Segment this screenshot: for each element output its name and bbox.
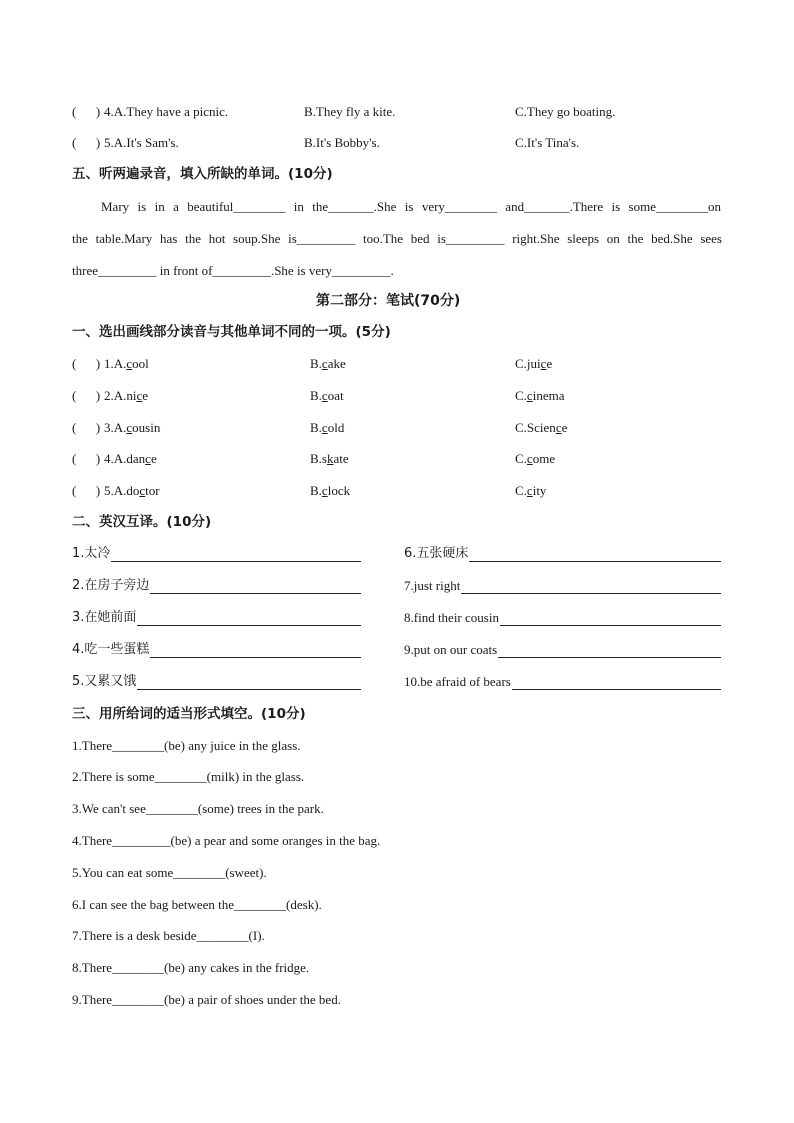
- underlined-letter: c: [139, 483, 146, 498]
- underlined-letter: c: [126, 420, 133, 435]
- option-c: C.city: [515, 483, 547, 498]
- option-a: A.nice: [113, 388, 149, 403]
- fill-in-item: 8.There________(be) any cakes in the fridge.: [72, 960, 310, 975]
- section-5-heading: 五、听两遍录音，填入所缺的单词。(10分): [72, 166, 333, 182]
- passage-line-1: Mary is in a beautiful________ in the_______.She is very________ and_______.There is some________on: [101, 199, 721, 214]
- underlined-letter: c: [526, 388, 533, 403]
- option-a: A.doctor: [113, 483, 160, 498]
- answer-line[interactable]: [137, 689, 361, 690]
- underlined-letter: c: [321, 356, 328, 371]
- item-number: 5.: [104, 483, 114, 498]
- answer-line[interactable]: [500, 625, 721, 626]
- translate-prompt: 7.just right: [404, 578, 461, 593]
- answer-line[interactable]: [469, 561, 721, 562]
- option-b: B.They fly a kite.: [304, 104, 396, 119]
- section-a-heading: 一、选出画线部分读音与其他单词不同的一项。(5分): [72, 324, 391, 340]
- underlined-letter: c: [526, 483, 533, 498]
- underlined-letter: c: [526, 451, 533, 466]
- option-b: B.coat: [310, 388, 344, 403]
- underlined-letter: c: [555, 420, 562, 435]
- fill-in-item: 6.I can see the bag between the________(desk).: [72, 897, 322, 912]
- answer-line[interactable]: [512, 689, 721, 690]
- pron-item-4: [72, 450, 157, 468]
- item-number: 2.: [104, 388, 114, 403]
- item-number: 4.: [104, 451, 114, 466]
- answer-paren[interactable]: ( ): [72, 388, 101, 403]
- item-number: 3.: [104, 420, 114, 435]
- underlined-letter: c: [136, 388, 143, 403]
- underlined-letter: c: [321, 420, 328, 435]
- translate-prompt: 2.在房子旁边: [72, 578, 150, 593]
- underlined-letter: k: [326, 451, 334, 466]
- answer-line[interactable]: [461, 593, 721, 594]
- option-c: C.It's Tina's.: [515, 135, 580, 150]
- underlined-letter: c: [321, 483, 328, 498]
- option-b: B.cake: [310, 356, 346, 371]
- translate-prompt: 4.吃一些蛋糕: [72, 642, 150, 657]
- item-number: 4: [104, 104, 111, 119]
- answer-paren[interactable]: ( ): [72, 420, 101, 435]
- answer-paren[interactable]: ( ): [72, 104, 101, 119]
- option-b: B.skate: [310, 451, 349, 466]
- translate-prompt: 5.又累又饿: [72, 674, 137, 689]
- section-b-heading: 二、英汉互译。(10分): [72, 514, 212, 530]
- answer-line[interactable]: [150, 657, 361, 658]
- fill-in-item: 4.There_________(be) a pear and some oranges in the bag.: [72, 833, 381, 848]
- option-a: A.They have a picnic.: [113, 104, 229, 119]
- option-a: A.cousin: [113, 420, 161, 435]
- underlined-letter: c: [540, 356, 547, 371]
- pron-item-5: [72, 482, 160, 500]
- listening-item-5: ( ) 5.A.It's Sam's.: [72, 135, 179, 150]
- translate-prompt: 8.find their cousin: [404, 610, 499, 625]
- option-a: A.cool: [113, 356, 149, 371]
- answer-line[interactable]: [150, 593, 361, 594]
- pron-item-2: [72, 387, 148, 405]
- fill-in-item: 7.There is a desk beside________(I).: [72, 928, 265, 943]
- passage-line-3: three_________ in front of_________.She is very_________.: [72, 263, 394, 278]
- item-number: 1.: [104, 356, 114, 371]
- answer-line[interactable]: [137, 625, 361, 626]
- item-number: 5: [104, 135, 111, 150]
- fill-in-item: 9.There________(be) a pair of shoes under the bed.: [72, 992, 341, 1007]
- fill-in-item: 5.You can eat some________(sweet).: [72, 865, 267, 880]
- fill-in-item: 1.There________(be) any juice in the glass.: [72, 738, 301, 753]
- fill-in-item: 2.There is some________(milk) in the glass.: [72, 769, 305, 784]
- fill-in-item: 3.We can't see________(some) trees in the park.: [72, 801, 324, 816]
- translate-prompt: 1.太冷: [72, 546, 111, 561]
- answer-paren[interactable]: ( ): [72, 451, 101, 466]
- option-b: B.It's Bobby's.: [304, 135, 380, 150]
- option-c: C.juice: [515, 356, 553, 371]
- listening-item-4: ( ) 4.A.They have a picnic.: [72, 104, 229, 119]
- option-a: A.It's Sam's.: [113, 135, 179, 150]
- underlined-letter: c: [145, 451, 151, 466]
- answer-paren[interactable]: ( ): [72, 483, 101, 498]
- answer-line[interactable]: [498, 657, 721, 658]
- translate-prompt: 3.在她前面: [72, 610, 137, 625]
- pron-item-1: [72, 355, 149, 373]
- option-b: B.cold: [310, 420, 345, 435]
- answer-paren[interactable]: ( ): [72, 356, 101, 371]
- part-2-title: 第二部分：笔试(70分): [316, 293, 461, 309]
- translate-prompt: 9.put on our coats: [404, 642, 498, 657]
- answer-paren[interactable]: ( ): [72, 135, 101, 150]
- translate-prompt: 6.五张硬床: [404, 546, 469, 561]
- option-c: C.Science: [515, 420, 568, 435]
- option-a: A.dance: [113, 451, 157, 466]
- option-c: C.cinema: [515, 388, 565, 403]
- option-c: C.They go boating.: [515, 104, 616, 119]
- section-c-heading: 三、用所给词的适当形式填空。(10分): [72, 706, 306, 722]
- underlined-letter: c: [126, 356, 133, 371]
- underlined-letter: c: [321, 388, 328, 403]
- translate-prompt: 10.be afraid of bears: [404, 674, 511, 689]
- option-b: B.clock: [310, 483, 351, 498]
- pron-item-3: [72, 419, 160, 437]
- answer-line[interactable]: [111, 561, 361, 562]
- passage-line-2: the table.Mary has the hot soup.She is_________ too.The bed is_________ right.She sleeps on the bed.She sees: [72, 231, 722, 246]
- option-c: C.come: [515, 451, 556, 466]
